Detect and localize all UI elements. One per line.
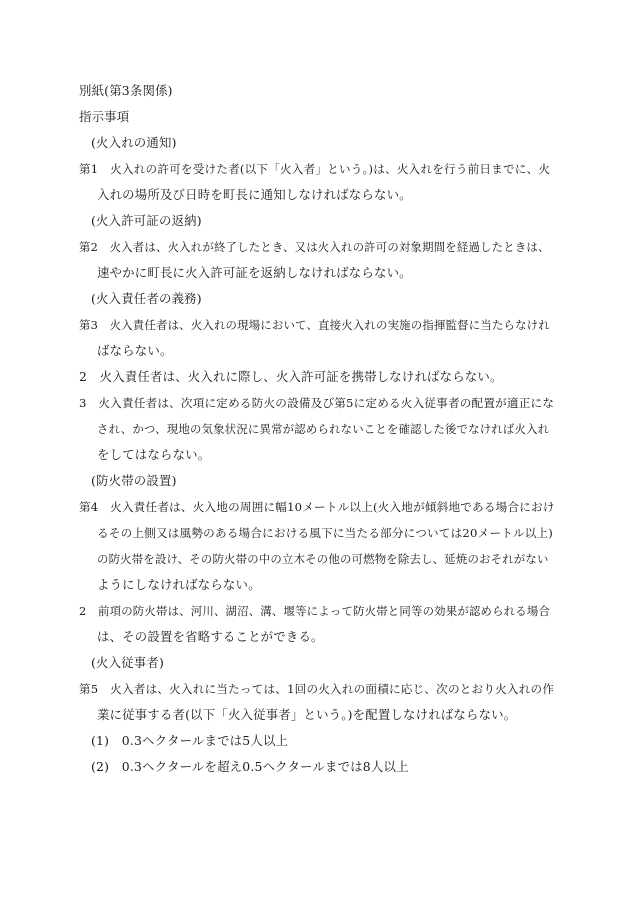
clause-5-item-2: (2) 0.3ヘクタールを超え0.5ヘクタールまでは8人以上 [91,759,409,774]
clause-3-para-2: 2 火入責任者は、火入れに際し、火入許可証を携帯しなければならない。 [79,369,503,384]
section-heading-firebreak: (防火帯の設置) [91,473,177,488]
document-body [79,78,555,780]
clause-3-line-1: 第3 火入責任者は、火入れの現場において、直接火入れの実施の指揮監督に当たらなけれ [79,318,550,332]
document-title: 指示事項 [79,109,130,124]
clause-2-line-2: 速やかに町長に火入許可証を返納しなければならない。 [97,265,412,280]
section-heading-duties: (火入責任者の義務) [91,291,202,306]
clause-4-line-1: 第4 火入責任者は、火入地の周囲に幅10メートル以上(火入地が傾斜地である場合におけ [79,500,555,514]
clause-4-line-2: るその上側又は風勢のある場合における風下に当たる部分については20メートル以上) [97,526,554,540]
clause-2-line-1: 第2 火入者は、火入れが終了したとき、又は火入れの許可の対象期間を経過したときは、 [79,240,550,254]
section-heading-workers: (火入従事者) [91,655,165,670]
section-heading-notice: (火入れの通知) [91,135,177,150]
clause-4-para-2-line-2: は、その設置を省略することができる。 [97,629,324,644]
clause-3-para-3-line-3: をしてはならない。 [97,447,211,462]
clause-4-line-4: ようにしなければならない。 [97,577,261,592]
clause-5-line-2: 業に従事する者(以下「火入従事者」という。)を配置しなければならない。 [97,707,517,722]
clause-3-line-2: ばならない。 [97,343,173,358]
clause-3-para-3-line-2: され、かつ、現地の気象状況に異常が認められないことを確認した後でなければ火入れ [97,422,550,436]
clause-5-line-1: 第5 火入者は、火入れに当たっては、1回の火入れの面積に応じ、次のとおり火入れの作 [79,682,555,696]
clause-4-line-3: の防火帯を設け、その防火帯の中の立木その他の可燃物を除去し、延焼のおそれがない [97,552,549,566]
clause-1-line-1: 第1 火入れの許可を受けた者(以下「火入者」という。)は、火入れを行う前日までに、火 [79,162,551,176]
section-heading-permit-return: (火入許可証の返納) [91,213,202,228]
clause-4-para-2-line-1: 2 前項の防火帯は、河川、湖沼、溝、堰等によって防火帯と同等の効果が認められる場合 [79,604,551,618]
clause-3-para-3-line-1: 3 火入責任者は、次項に定める防火の設備及び第5に定める火入従事者の配置が適正にな [79,396,555,410]
document-header: 別紙(第3条関係) [79,83,173,98]
clause-1-line-2: 入れの場所及び日時を町長に通知しなければならない。 [97,187,412,202]
clause-5-item-1: (1) 0.3ヘクタールまでは5人以上 [91,733,289,748]
